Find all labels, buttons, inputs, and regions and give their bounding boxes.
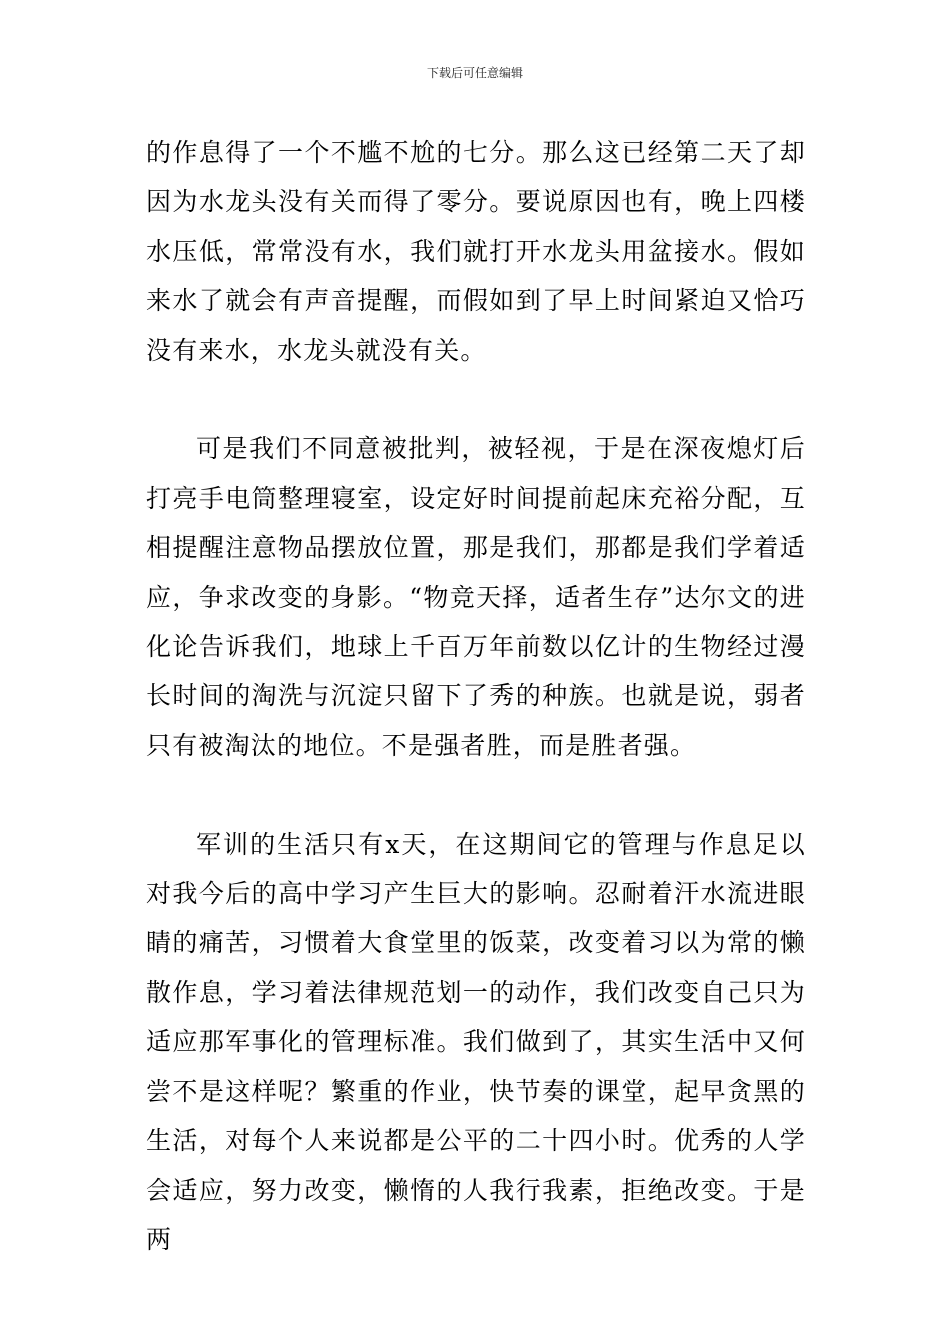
page-header: 下载后可任意编辑: [426, 66, 523, 80]
paragraph-1: 的作息得了一个不尴不尬的七分。那么这已经第二天了却因为水龙头没有关而得了零分。要说原因也有，晚上四楼水压低，常常没有水，我们就打开水龙头用盆接水。假如来水了就会有声音提醒，而假如到了早上时间紧迫又恰巧没有来水，水龙头就没有关。: [146, 138, 806, 365]
paragraph-2: 可是我们不同意被批判，被轻视，于是在深夜熄灯后打亮手电筒整理寝室，设定好时间提前起床充裕分配，互相提醒注意物品摆放位置，那是我们，那都是我们学着适应，争求改变的身影。“物竞天择，适者生存”达尔文的进化论告诉我们，地球上千百万年前数以亿计的生物经过漫长时间的淘洗与沉淀只留下了秀的种族。也就是说，弱者只有被淘汰的地位。不是强者胜，而是胜者强。: [146, 434, 806, 760]
document-body: [146, 128, 806, 1264]
paragraph-gap: [146, 375, 806, 424]
paragraph-gap: [146, 770, 806, 819]
paragraph-3: 军训的生活只有x天，在这期间它的管理与作息足以对我今后的高中学习产生巨大的影响。忍耐着汗水流进眼睛的痛苦，习惯着大食堂里的饭菜，改变着习以为常的懒散作息，学习着法律规范划一的动作，我们改变自己只为适应那军事化的管理标准。我们做到了，其实生活中又何尝不是这样呢？繁重的作业，快节奏的课堂，起早贪黑的生活，对每个人来说都是公平的二十四小时。优秀的人学会适应，努力改变，懒惰的人我行我素，拒绝改变。于是两: [146, 829, 806, 1254]
